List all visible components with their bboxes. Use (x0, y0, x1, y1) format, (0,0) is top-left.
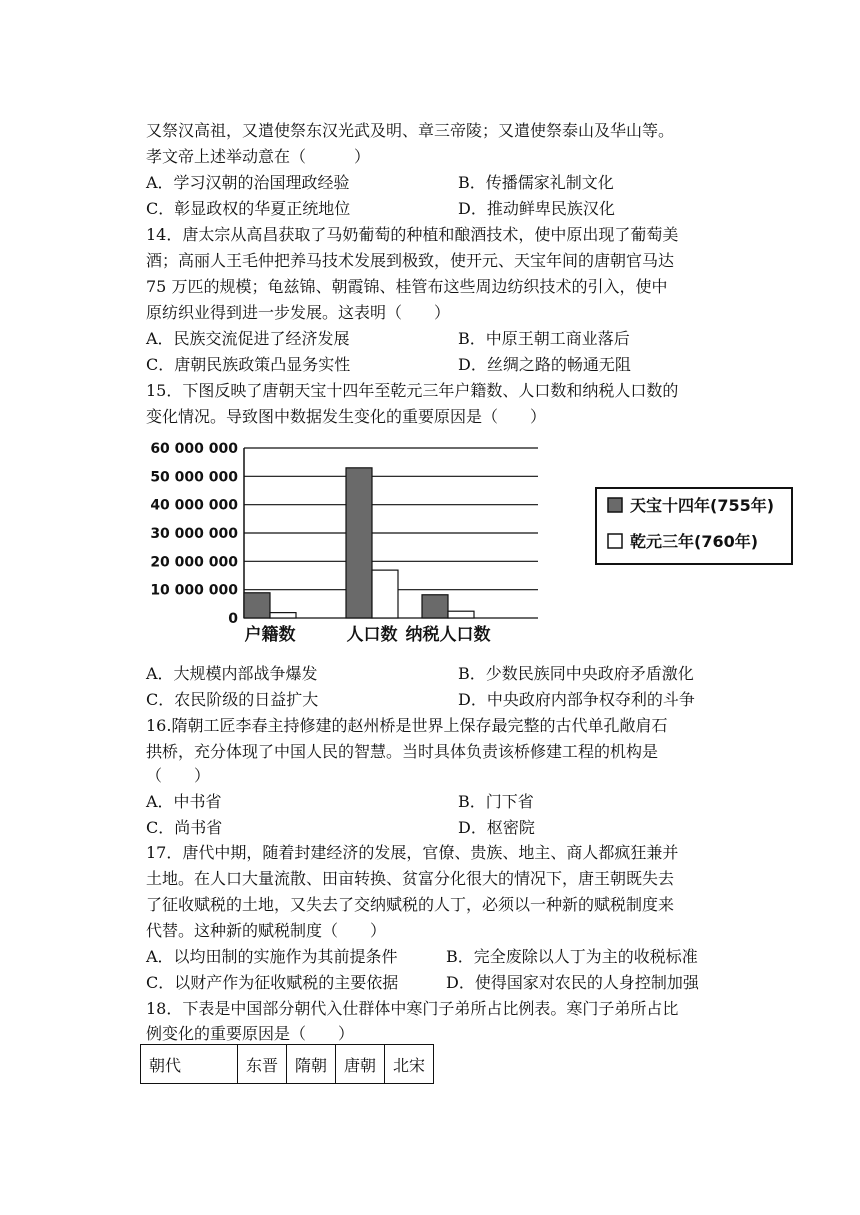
y-tick-label: 60 000 000 (150, 441, 238, 457)
q17-option-d: D．使得国家对农民的人身控制加强 (446, 973, 699, 992)
y-tick-label: 0 (228, 611, 238, 627)
y-tick-label: 10 000 000 (150, 582, 238, 599)
q18-line-2: 例变化的重要原因是（ ） (146, 1024, 355, 1043)
q15-line-1: 15．下图反映了唐朝天宝十四年至乾元三年户籍数、人口数和纳税人口数的 (146, 381, 679, 400)
legend-swatch (608, 534, 622, 548)
table-cell: 唐朝 (336, 1045, 385, 1084)
table-cell: 东晋 (238, 1045, 287, 1084)
q14-option-b: B．中原王朝工商业落后 (458, 329, 630, 348)
q14-line-4: 原纺织业得到进一步发展。这表明（ ） (146, 303, 451, 322)
q14-line-2: 酒；高丽人王毛仲把养马技术发展到极致，使开元、天宝年间的唐朝官马达 (146, 251, 675, 270)
q14-line-1: 14．唐太宗从高昌获取了马奶葡萄的种植和酿酒技术，使中原出现了葡萄美 (146, 225, 679, 244)
y-tick-label: 20 000 000 (150, 554, 238, 571)
legend-label: 天宝十四年(755年) (630, 496, 775, 515)
bar (244, 593, 270, 618)
q16-option-d: D．枢密院 (458, 818, 535, 837)
q15-line-2: 变化情况。导致图中数据发生变化的重要原因是（ ） (146, 407, 547, 426)
bar (422, 595, 448, 618)
q15-option-a: A．大规模内部战争爆发 (146, 664, 318, 683)
q13-option-b: B．传播儒家礼制文化 (458, 173, 614, 192)
q16-line-1: 16.隋朝工匠李春主持修建的赵州桥是世界上保存最完整的古代单孔敞肩石 (146, 716, 668, 735)
legend-swatch (608, 498, 622, 512)
q14-line-3: 75 万匹的规模；龟兹锦、朝霞锦、桂管布这些周边纺织技术的引入，使中 (146, 277, 668, 296)
q17-option-b: B．完全废除以人丁为主的收税标准 (446, 947, 698, 966)
x-category-label: 人口数 (346, 625, 398, 645)
intro-line-1: 又祭汉高祖，又遣使祭东汉光武及明、章三帝陵；又遣使祭泰山及华山等。 (146, 121, 675, 140)
q17-line-4: 代替。这种新的赋税制度（ ） (146, 921, 387, 940)
q17-line-2: 土地。在人口大量流散、田亩转换、贫富分化很大的情况下，唐王朝既失去 (146, 869, 675, 888)
x-category-label: 纳税人口数 (405, 625, 491, 645)
y-tick-label: 30 000 000 (150, 526, 238, 542)
q16-option-c: C．尚书省 (146, 818, 223, 837)
q16-line-3: （ ） (146, 766, 211, 785)
population-bar-chart (146, 432, 806, 662)
table-cell: 隋朝 (287, 1045, 336, 1084)
dynasty-table (140, 1044, 434, 1084)
y-tick-label: 40 000 000 (150, 497, 238, 514)
q15-option-d: D．中央政府内部争权夺利的斗争 (458, 690, 695, 709)
q14-option-c: C．唐朝民族政策凸显务实性 (146, 355, 351, 374)
bar (372, 570, 398, 618)
q17-option-a: A．以均田制的实施作为其前提条件 (146, 947, 398, 966)
q14-option-a: A．民族交流促进了经济发展 (146, 329, 350, 348)
q18-line-1: 18．下表是中国部分朝代入仕群体中寒门子弟所占比例表。寒门子弟所占比 (146, 999, 679, 1018)
q16-line-2: 拱桥，充分体现了中国人民的智慧。当时具体负责该桥修建工程的机构是 (146, 742, 659, 761)
table-cell: 朝代 (141, 1045, 238, 1084)
q17-line-3: 了征收赋税的土地，又失去了交纳赋税的人丁，必须以一种新的赋税制度来 (146, 895, 675, 914)
bar (448, 611, 474, 618)
bar (346, 468, 372, 618)
y-tick-label: 50 000 000 (150, 469, 238, 486)
q13-option-a: A．学习汉朝的治国理政经验 (146, 173, 350, 192)
q16-option-b: B．门下省 (458, 792, 534, 811)
q16-option-a: A．中书省 (146, 792, 222, 811)
x-category-label: 户籍数 (244, 625, 296, 645)
q15-option-c: C．农民阶级的日益扩大 (146, 690, 319, 709)
q14-option-d: D．丝绸之路的畅通无阻 (458, 355, 631, 374)
q17-option-c: C．以财产作为征收赋税的主要依据 (146, 973, 399, 992)
intro-line-2: 孝文帝上述举动意在（ ） (146, 147, 371, 166)
q13-option-d: D．推动鲜卑民族汉化 (458, 199, 615, 218)
bar (270, 613, 296, 618)
q17-line-1: 17．唐代中期，随着封建经济的发展，官僚、贵族、地主、商人都疯狂兼并 (146, 843, 679, 862)
q13-option-c: C．彰显政权的华夏正统地位 (146, 199, 351, 218)
table-cell: 北宋 (385, 1045, 434, 1084)
legend-label: 乾元三年(760年) (630, 532, 759, 551)
q15-option-b: B．少数民族同中央政府矛盾激化 (458, 664, 694, 683)
table-row (141, 1045, 434, 1084)
